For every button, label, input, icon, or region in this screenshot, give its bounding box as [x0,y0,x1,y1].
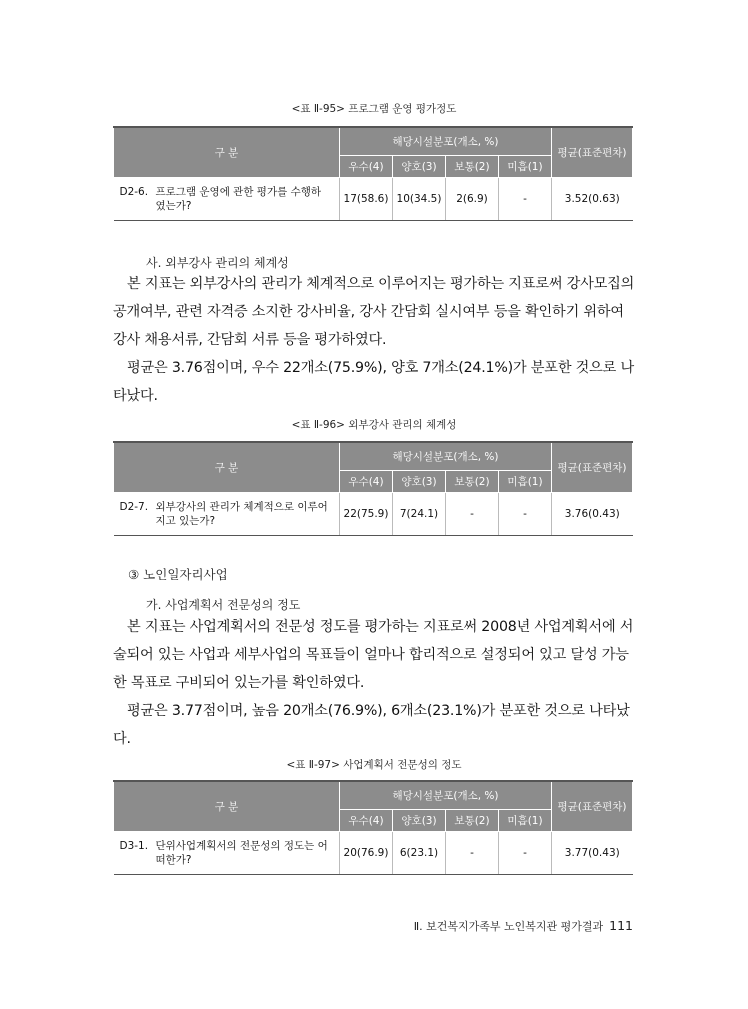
cell-excellent: 22(75.9) [340,493,393,536]
cell-fair: 2(6.9) [446,178,499,221]
header-excellent: 우수(4) [340,810,393,832]
cell-good: 6(23.1) [393,832,446,875]
header-category: 구 분 [114,127,340,178]
table-row [114,178,633,221]
header-poor: 미흡(1) [499,471,552,493]
paragraph-3-1 [113,613,635,697]
item-text-line1: 프로그램 운영에 관한 평가를 수행하 [155,186,321,198]
header-average: 평균(표준편차) [552,442,633,493]
row-item [114,832,340,875]
cell-average: 3.52(0.63) [552,178,633,221]
item-code: D2-6. [119,186,149,198]
header-category: 구 분 [114,781,340,832]
item-text-line2: 지고 있는가? [155,515,216,527]
page-footer [414,918,633,934]
header-good: 양호(3) [393,810,446,832]
header-average: 평균(표준편차) [552,127,633,178]
header-category: 구 분 [114,442,340,493]
table-caption-97: <표 Ⅱ-97> 사업계획서 전문성의 정도 [286,759,462,771]
cell-poor: - [499,178,552,221]
cell-excellent: 20(76.9) [340,832,393,875]
page-number: 111 [609,918,633,933]
header-distribution: 해당시설분포(개소, %) [340,442,552,471]
section-subheading-ga: 가. 사업계획서 전문성의 정도 [146,598,301,612]
header-fair: 보통(2) [446,810,499,832]
table-caption-96: <표 Ⅱ-96> 외부강사 관리의 체계성 [291,419,457,431]
header-good: 양호(3) [393,156,446,178]
item-code: D2-7. [119,501,149,513]
table-96 [113,441,633,536]
cell-good: 10(34.5) [393,178,446,221]
header-poor: 미흡(1) [499,156,552,178]
paragraph-3-2-text: 평균은 3.77점이며, 높음 20개소(76.9%), 6개소(23.1%)가 분포한 것으로 나타났다. [113,703,630,747]
item-text-line1: 단위사업계획서의 전문성의 정도는 어 [155,840,328,852]
cell-average: 3.76(0.43) [552,493,633,536]
header-excellent: 우수(4) [340,156,393,178]
header-fair: 보통(2) [446,471,499,493]
cell-poor: - [499,493,552,536]
table-row [114,493,633,536]
header-poor: 미흡(1) [499,810,552,832]
row-item [114,493,340,536]
cell-fair: - [446,493,499,536]
section-heading-3: ③ 노인일자리사업 [128,567,228,582]
row-item [114,178,340,221]
header-excellent: 우수(4) [340,471,393,493]
table-97 [113,780,633,875]
header-good: 양호(3) [393,471,446,493]
item-text-line2: 였는가? [155,200,192,212]
cell-poor: - [499,832,552,875]
table-caption-95: <표 Ⅱ-95> 프로그램 운영 평가정도 [291,103,457,115]
paragraph-sa-1-text: 본 지표는 외부강사의 관리가 체계적으로 이루어지는 평가하는 지표로써 강사모집의 공개여부, 관련 자격증 소지한 강사비율, 강사 간담회 실시여부 등을 확인하기 위하여 강사 채용서류, 간담회 서류 등을 평가하였다. [113,276,635,348]
header-distribution: 해당시설분포(개소, %) [340,127,552,156]
section-heading-sa: 사. 외부강사 관리의 체계성 [146,256,289,270]
item-text-line2: 떠한가? [155,854,192,866]
header-fair: 보통(2) [446,156,499,178]
item-text-line1: 외부강사의 관리가 체계적으로 이루어 [155,501,328,513]
paragraph-sa-2 [113,354,635,410]
paragraph-3-2 [113,697,635,753]
cell-excellent: 17(58.6) [340,178,393,221]
cell-fair: - [446,832,499,875]
paragraph-sa-1 [113,270,635,354]
table-95 [113,126,633,221]
header-average: 평균(표준편차) [552,781,633,832]
cell-average: 3.77(0.43) [552,832,633,875]
item-code: D3-1. [119,840,149,852]
paragraph-sa-2-text: 평균은 3.76점이며, 우수 22개소(75.9%), 양호 7개소(24.1%)가 분포한 것으로 나타났다. [113,360,634,404]
table-row [114,832,633,875]
header-distribution: 해당시설분포(개소, %) [340,781,552,810]
cell-good: 7(24.1) [393,493,446,536]
footer-text: Ⅱ. 보건복지가족부 노인복지관 평가결과 [413,920,604,933]
paragraph-3-1-text: 본 지표는 사업계획서의 전문성 정도를 평가하는 지표로써 2008년 사업계획서에 서술되어 있는 사업과 세부사업의 목표들이 얼마나 합리적으로 설정되어 있고 달성 가능한 목표로 구비되어 있는가를 확인하였다. [113,619,634,691]
